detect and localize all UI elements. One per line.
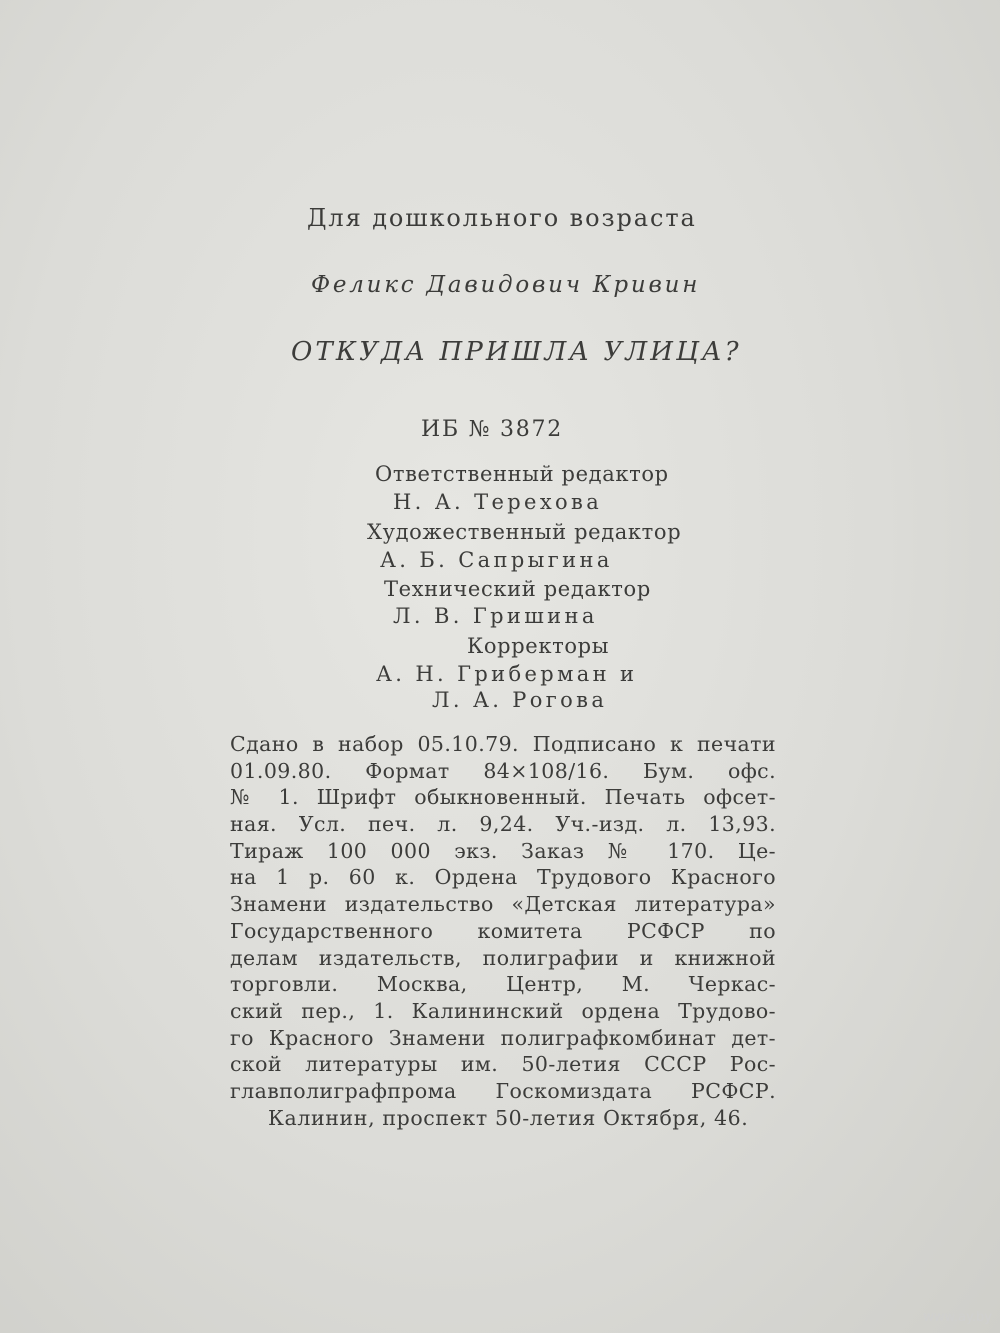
imprint-line: 01.09.80. Формат 84×108/16. Бум. офс. — [230, 758, 776, 783]
imprint-line: го Красного Знамени полиграфкомбинат дет- — [230, 1025, 776, 1050]
credit-role-proofreaders: Корректоры — [467, 634, 610, 658]
imprint-block — [230, 731, 776, 1131]
imprint-line: № 1. Шрифт обыкновенный. Печать офсет- — [230, 785, 776, 810]
book-title: ОТКУДА ПРИШЛА УЛИЦА? — [291, 337, 742, 367]
imprint-line: Государственного комитета РСФСР по — [230, 918, 776, 943]
site-watermark: www.ay.by — [923, 1310, 992, 1325]
imprint-line: Сдано в набор 05.10.79. Подписано к печати — [230, 732, 776, 756]
imprint-line: Знамени издательство «Детская литература» — [230, 892, 776, 917]
credit-role-responsible-editor: Ответственный редактор — [375, 462, 669, 486]
imprint-line: Тираж 100 000 экз. Заказ № 170. Це- — [230, 838, 776, 863]
credit-role-technical-editor: Технический редактор — [384, 577, 651, 601]
age-recommendation: Для дошкольного возраста — [307, 204, 697, 232]
ib-number: ИБ № 3872 — [421, 417, 563, 442]
credit-person-technical-editor: Л. В. Гришина — [393, 604, 598, 628]
credit-person-responsible-editor: Н. А. Терехова — [393, 490, 603, 514]
imprint-line: Калинин, проспект 50-летия Октября, 46. — [268, 1105, 749, 1130]
imprint-line: ский пер., 1. Калининский ордена Трудово- — [230, 998, 776, 1023]
author-name: Феликс Давидович Кривин — [311, 272, 701, 298]
credit-person-proofreader-1: А. Н. Гриберман и — [376, 662, 638, 686]
imprint-line: ная. Усл. печ. л. 9,24. Уч.-изд. л. 13,93. — [230, 812, 776, 837]
credit-person-proofreader-2: Л. А. Рогова — [432, 688, 608, 712]
imprint-line: делам издательств, полиграфии и книжной — [230, 945, 776, 970]
imprint-line: торговли. Москва, Центр, М. Черкас- — [230, 972, 776, 997]
credit-person-art-editor: А. Б. Сапрыгина — [380, 548, 613, 572]
imprint-line: главполиграфпрома Госкомиздата РСФСР. — [230, 1078, 776, 1103]
imprint-line: ской литературы им. 50-летия СССР Рос- — [230, 1052, 776, 1077]
imprint-line: на 1 р. 60 к. Ордена Трудового Красного — [230, 865, 776, 890]
credit-role-art-editor: Художественный редактор — [367, 520, 682, 544]
